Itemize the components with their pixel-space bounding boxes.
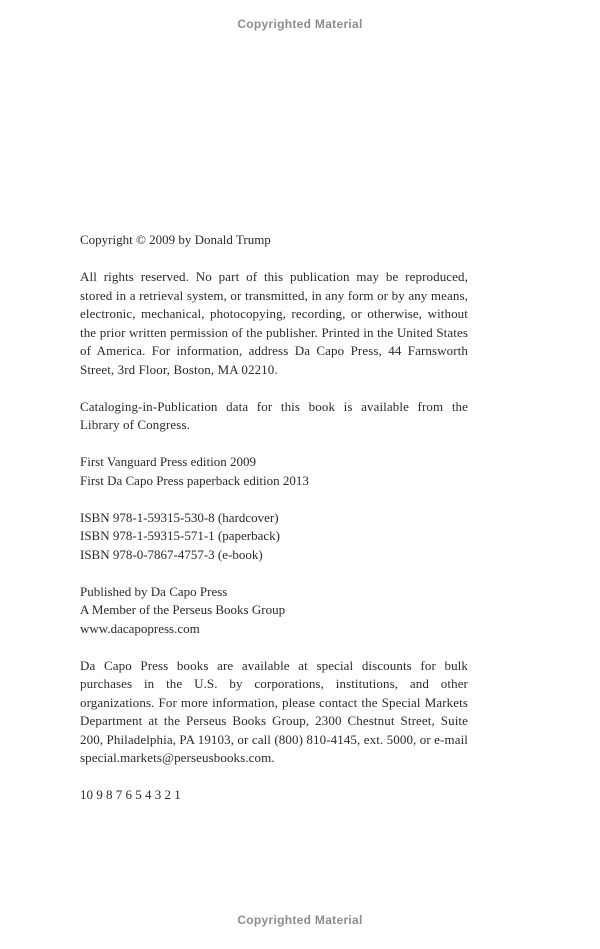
- rights-paragraph: All rights reserved. No part of this publication may be reproduced, stored in a retrieval system, or transmitted, in any form or by any means, electronic, mechanical, photocopying, recording, or otherwise, without the prior written permission of the publisher. Printed in the United States of America. For information, address Da Capo Press, 44 Farnsworth Street, 3rd Floor, Boston, MA 02210.: [80, 269, 468, 377]
- printing-numbers-line: 10 9 8 7 6 5 4 3 2 1: [80, 787, 181, 802]
- edition-lines: [80, 453, 468, 490]
- publisher-lines: [80, 583, 468, 639]
- isbn-line-hardcover: ISBN 978-1-59315-530-8 (hardcover): [80, 509, 279, 525]
- edition-line-first-vanguard: First Vanguard Press edition 2009: [80, 454, 256, 469]
- copyright-watermark-bottom: Copyrighted Material: [237, 913, 363, 927]
- copyright-watermark-top: Copyrighted Material: [237, 17, 363, 31]
- isbn-line-paperback: ISBN 978-1-59315-571-1 (paperback): [80, 528, 281, 543]
- isbn-lines: [80, 509, 468, 565]
- publisher-website-text: www.dacapopress.com: [80, 620, 200, 636]
- publisher-line-member: A Member of the Perseus Books Group: [80, 602, 286, 617]
- edition-line-da-capo: First Da Capo Press paperback edition 2013: [80, 472, 309, 488]
- cataloging-note: Cataloging-in-Publication data for this book is available from the Library of Congress.: [80, 398, 468, 432]
- isbn-line-ebook: ISBN 978-0-7867-4757-3 (e-book): [80, 546, 263, 562]
- publisher-line-published-by: Published by Da Capo Press: [80, 583, 228, 599]
- copyright-page-content: [80, 231, 468, 805]
- special-markets-paragraph: Da Capo Press books are available at special discounts for bulk purchases in the U.S. by corporations, institutions, and other organizations. For more information, please contact the Special Markets Department at the Perseus Books Group, 2300 Chestnut Street, Suite 200, Philadelphia, PA 19103, or call (800) 810-4145, ext. 5000, or e-mail special.markets@perseusbooks.com.: [80, 657, 468, 765]
- copyright-notice: Copyright © 2009 by Donald Trump: [80, 232, 271, 247]
